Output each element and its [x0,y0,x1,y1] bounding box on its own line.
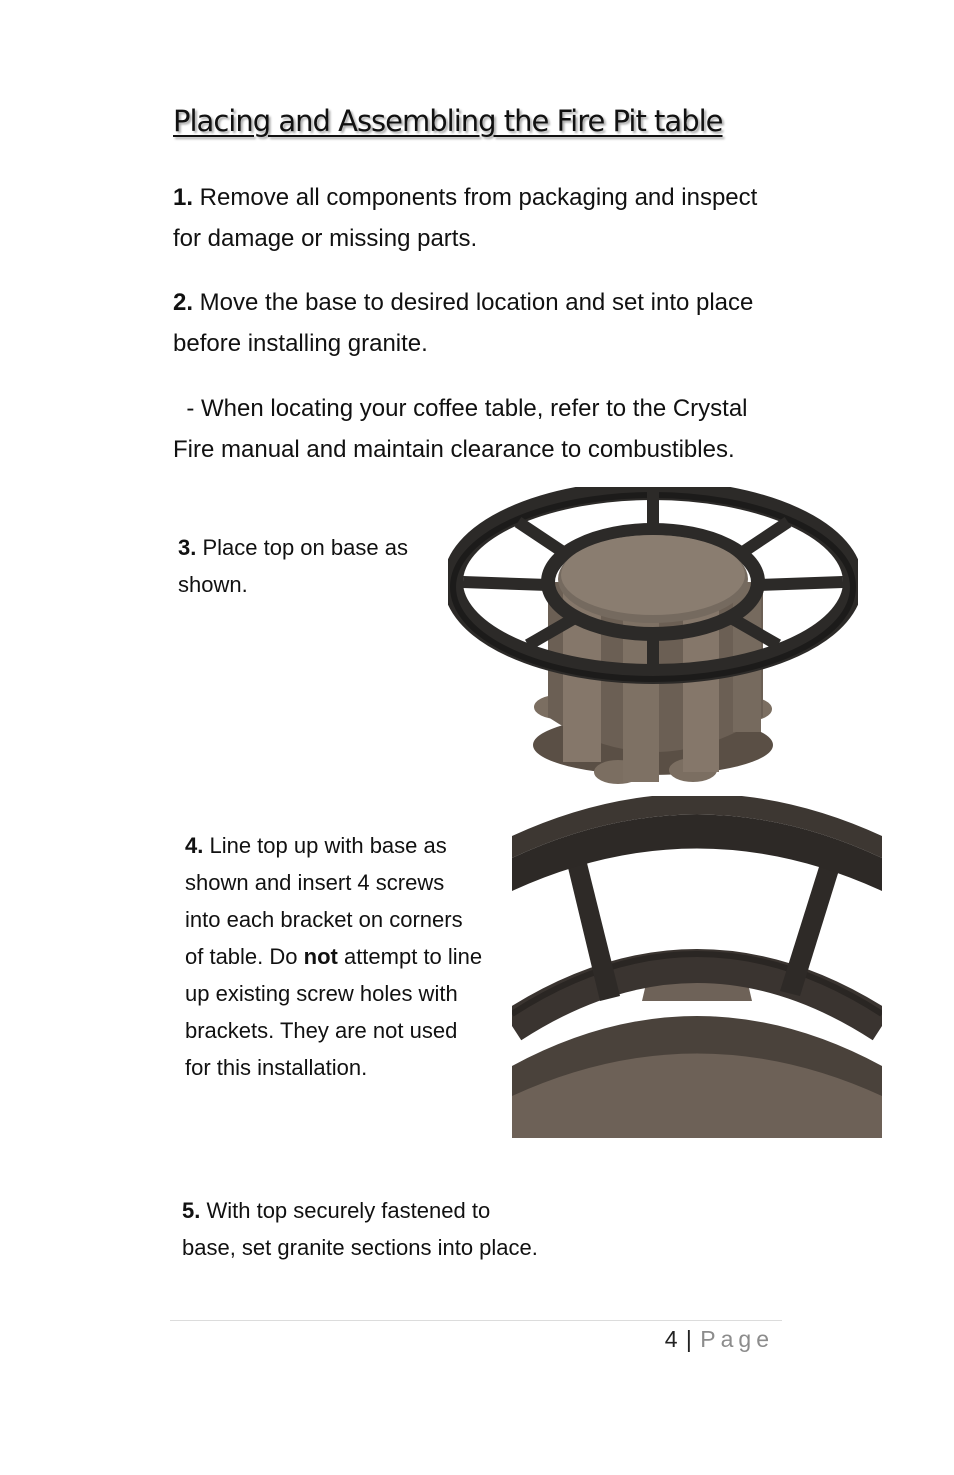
page-label: Page [700,1326,774,1352]
step-3-text: Place top on base as shown. [178,535,408,597]
step-4-emphasis: not [303,944,338,969]
top-on-base-illustration [448,487,858,792]
step-5 [182,1192,542,1266]
step-2 [173,282,773,364]
clearance-note: - When locating your coffee table, refer to the Crystal Fire manual and maintain clearance to combustibles. [173,395,755,463]
footer-separator: | [678,1326,701,1352]
step-3-number: 3. [178,535,197,560]
step-1-number: 1. [173,184,194,211]
bracket-closeup-illustration [512,796,882,1138]
step-5-number: 5. [182,1198,201,1223]
page-title: Placing and Assembling the Fire Pit table [173,104,723,138]
page-number: 4 [664,1326,679,1352]
step-1 [173,177,773,259]
step-5-text: With top securely fastened to base, set granite sections into place. [182,1198,538,1260]
step-2-number: 2. [173,289,194,316]
step-1-text: Remove all components from packaging and inspect for damage or missing parts. [173,184,758,252]
step-4-text-b: attempt to line up existing screw holes with brackets. They are not used for this installation. [185,944,483,1080]
step-4 [185,827,485,1086]
footer-divider [170,1320,782,1321]
page-footer [665,1326,774,1353]
step-4-number: 4. [185,833,204,858]
step-3 [178,529,418,603]
step-4-text-a: Line top up with base as shown and insert 4 screws into each bracket on corners of table. Do [185,833,463,969]
step-2-text: Move the base to desired location and set into place before installing granite. [173,289,754,357]
